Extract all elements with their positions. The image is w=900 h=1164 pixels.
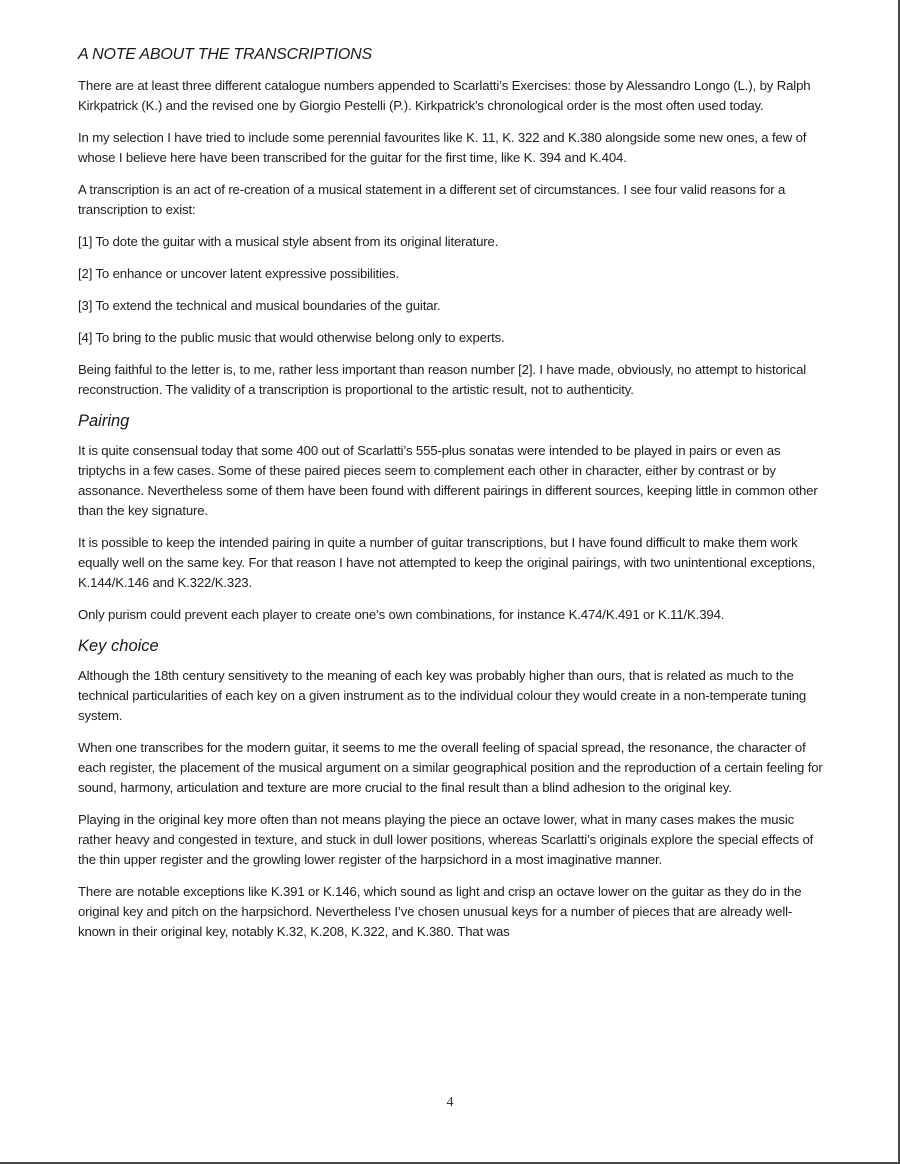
paragraph-key-choice-2: When one transcribes for the modern guitar, it seems to me the overall feeling of spacial spread, the resonance, the character of each register, the placement of the musical argument on a similar geographical position and the reproduction of a certain feeling for sound, harmony, articulation and texture are more crucial to the final result than a blind adhesion to the original key. [78,740,823,795]
paragraph-key-choice-1: Although the 18th century sensitivety to the meaning of each key was probably higher than ours, that is related as much to the technical particularities of each key on a given instrument as to the individual colour they would create in a non-temperate tuning system. [78,668,807,723]
section-heading: A NOTE ABOUT THE TRANSCRIPTIONS [78,46,372,63]
paragraph-pairing-2: It is possible to keep the intended pairing in quite a number of guitar transcriptions, but I have found difficult to make them work equally well on the same key. For that reason I have not attempted to keep the original pairings, with two unintentional exceptions, K.144/K.146 and K.322/K.323. [78,535,816,590]
paragraph-pairing-3: Only purism could prevent each player to create one’s own combinations, for instance K.474/K.491 or K.11/K.394. [78,607,725,622]
paragraph-catalogue-numbers: There are at least three different catalogue numbers appended to Scarlatti’s Exercises: those by Alessandro Longo (L.), by Ralph Kirkpatrick (K.) and the revised one by Giorgio Pestelli (P.). Kirkpatrick’s chronological order is the most often used today. [78,78,811,113]
reason-2: [2] To enhance or uncover latent expressive possibilities. [78,266,399,281]
reason-3: [3] To extend the technical and musical boundaries of the guitar. [78,298,441,313]
paragraph-key-choice-4: There are notable exceptions like K.391 or K.146, which sound as light and crisp an octave lower on the guitar as they do in the original key and pitch on the harpsichord. Nevertheless I’ve chosen unusual keys for a number of pieces that are already well-known in their original key, notably K.32, K.208, K.322, and K.380. That was [78,884,802,939]
paragraph-key-choice-3: Playing in the original key more often than not means playing the piece an octave lower, what in many cases makes the music rather heavy and congested in texture, and stuck in dull lower positions, whereas Scarlatti’s originals explore the special effects of the thin upper register and the growling lower register of the harpsichord in a most imaginative manner. [78,812,814,867]
paragraph-transcription-definition: A transcription is an act of re-creation of a musical statement in a different set of circumstances. I see four valid reasons for a transcription to exist: [78,182,786,217]
subheading-key-choice: Key choice [78,637,159,655]
page-number: 4 [446,1095,454,1110]
paragraph-selection: In my selection I have tried to include some perennial favourites like K. 11, K. 322 and K.380 alongside some new ones, a few of whose I believe here have been transcribed for the guitar for the first time, like K. 394 and K.404. [78,130,807,165]
subheading-pairing: Pairing [78,412,130,430]
paragraph-faithfulness: Being faithful to the letter is, to me, rather less important than reason number [2]. I have made, obviously, no attempt to historical reconstruction. The validity of a transcription is proportional to the artistic result, not to authenticity. [78,362,807,397]
reason-1: [1] To dote the guitar with a musical style absent from its original literature. [78,234,499,249]
reason-4: [4] To bring to the public music that would otherwise belong only to experts. [78,330,505,345]
paragraph-pairing-1: It is quite consensual today that some 400 out of Scarlatti’s 555-plus sonatas were intended to be played in pairs or even as triptychs in a few cases. Some of these paired pieces seem to complement each other in character, either by contrast or by assonance. Nevertheless some of them have been found with different pairings in different sources, keeping little in common other than the key signature. [78,443,818,518]
page-content [78,46,824,954]
